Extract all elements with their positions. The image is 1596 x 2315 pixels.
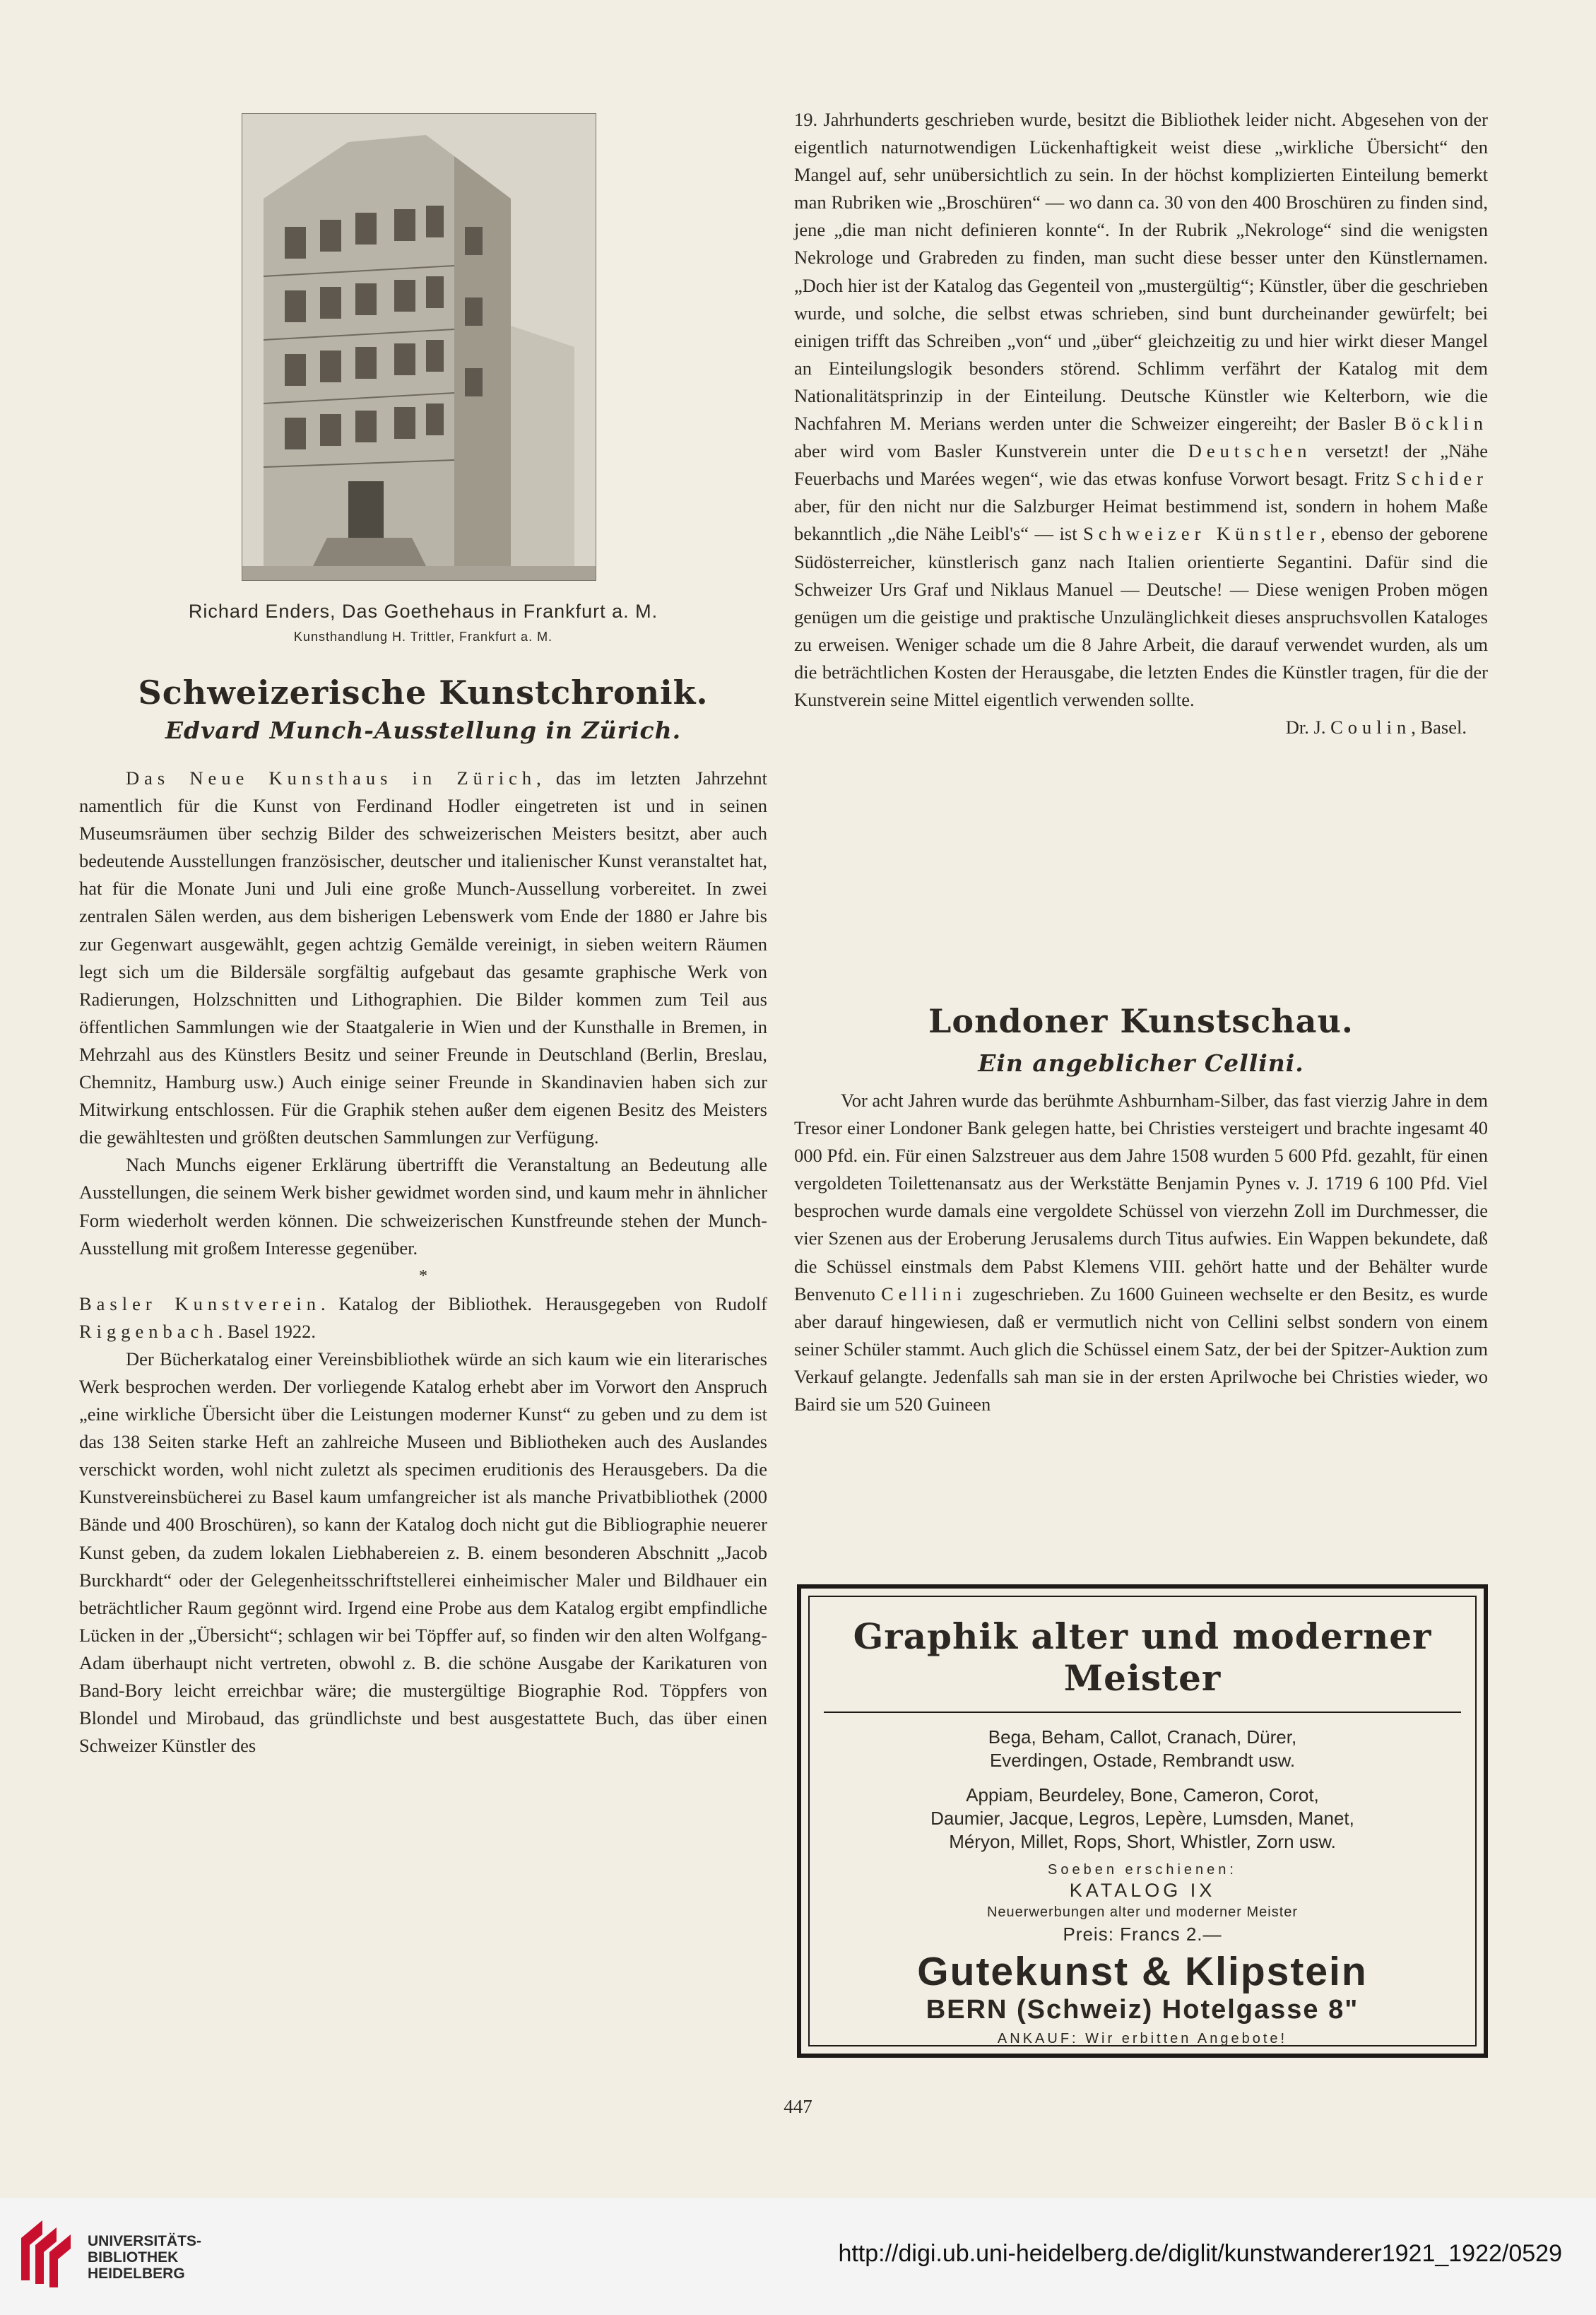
review-text-c: versetzt! der „Nähe Feuerbachs und Marées wegen“, wie das etwas konfuse Vorwort besagt. Fritz bbox=[794, 440, 1488, 490]
ad-names-line-3: Appiam, Beurdeley, Bone, Cameron, Corot, bbox=[966, 1784, 1319, 1806]
page-number: 447 bbox=[784, 2096, 812, 2117]
etching-illustration bbox=[242, 114, 596, 580]
article1-subtitle: Edvard Munch-Ausstellung in Zürich. bbox=[165, 716, 682, 744]
review-head-editor: Riggenbach bbox=[79, 1320, 218, 1342]
phrase-schweizer-kuenstler: Schweizer Künstler bbox=[1083, 523, 1321, 545]
article1-paragraph-2: Nach Munchs eigener Erklärung übertrifft die Veranstaltung an Bedeutung alle Ausstellungen, die seinem Werk bisher gewidmet worden sind, und kaum mehr in ähnlicher Form wiederholt werden können. Die schweizerischen Kunstfreunde stehen der Munch-Ausstellung mit großem Interesse gegenüber. bbox=[79, 1154, 767, 1259]
library-name bbox=[88, 2233, 201, 2282]
university-library-logo-icon bbox=[14, 2213, 78, 2291]
name-schider: Schider bbox=[1396, 468, 1488, 490]
ad-neuerwerbungen: Neuerwerbungen alter und moderner Meister bbox=[986, 1904, 1299, 1920]
review-head-text: . Katalog der Bibliothek. Herausgegeben von Rudolf bbox=[320, 1292, 767, 1314]
ad-old-masters bbox=[810, 1726, 1475, 1772]
article1-body-left bbox=[79, 765, 767, 1760]
ad-address: BERN (Schweiz) Hotelgasse 8" bbox=[926, 1995, 1359, 2025]
review-text-b: aber wird vom Basler Kunstverein unter die bbox=[794, 440, 1188, 462]
ad-names-line-4: Daumier, Jacque, Legros, Lepère, Lumsden, Manet, bbox=[930, 1808, 1354, 1829]
library-name-line-1: UNIVERSITÄTS- bbox=[88, 2233, 202, 2249]
article2-subtitle: Ein angeblicher Cellini. bbox=[978, 1049, 1304, 1077]
review-text-e: , ebenso der geborene Südösterreicher, künstlerisch ganz nach Italien orientierte Segantini. Dafür sind die Schweizer Urs Graf und Niklaus Manuel — Deutsche! — Diese wenigen Proben mögen genügen um die geistige und praktische Unzulänglichkeit dieses anspruchsvollen Kataloges zu erweisen. Weniger schade um die 8 Jahre Arbeit, die darauf verwendet wurden, als um die beträchtlichen Kosten der Herausgabe, die letzten Endes die Künstler tragen, für die der Kunstverein seine Mittel eigentlich verwenden sollte. bbox=[794, 523, 1489, 710]
ad-price: Preis: Francs 2.— bbox=[1063, 1924, 1222, 1945]
word-deutschen: Deutschen bbox=[1188, 440, 1312, 462]
name-boecklin: Böcklin bbox=[1394, 413, 1488, 435]
advertisement-inner bbox=[808, 1596, 1477, 2046]
goethehaus-etching bbox=[242, 113, 596, 581]
digitization-footer bbox=[0, 2198, 1596, 2315]
figure-caption bbox=[79, 601, 767, 644]
advertisement-box bbox=[797, 1584, 1488, 2058]
review-paragraph-2 bbox=[794, 106, 1488, 714]
article1-title: Schweizerische Kunstchronik. bbox=[138, 673, 709, 712]
review-signature bbox=[794, 714, 1467, 741]
article1-p1-spaced: Das Neue Kunsthaus in Zürich bbox=[126, 767, 537, 789]
article2-body bbox=[794, 1087, 1488, 1418]
article1-heading-block bbox=[79, 675, 767, 744]
review-heading bbox=[79, 1290, 767, 1345]
article2-paragraph-1 bbox=[794, 1087, 1488, 1418]
article2-title: Londoner Kunstschau. bbox=[928, 1002, 1354, 1040]
signature-prefix: Dr. J. bbox=[1285, 717, 1331, 738]
section-separator: * bbox=[419, 1266, 427, 1285]
review-text-a: 19. Jahrhunderts geschrieben wurde, besitzt die Bibliothek leider nicht. Abgesehen von der eigentlich naturnotwendigen Lückenhaftigkeit weist diese „wirkliche Übersicht“ den Mangel auf, sehr unübersichtlich zu sein. In der höchst komplizierten Einteilung bemerkt man Rubriken wie „Broschüren“ — wo dann ca. 30 von den 400 Broschüren zu finden sind, jene „die man nicht definieren konnte“. In der Rubrik „Nekrologe“ sind die wenigsten Nekrologe und Grabreden zu finden, man sucht diese besser unter den Künstlernamen. „Doch hier ist der Katalog das Gegenteil von „mustergültig“; Künstler, über die geschrieben wurde, und solche, die selbst etwas schrieben, sind bunt durcheinander gewürfelt; bei einigen trifft das Schreiben „von“ und „über“ gleichzeitig zu und hier wirkt dieser Mangel an Einteilungslogik besonders störend. Schlimm verfährt der Katalog mit dem Nationalitätsprinzip in der Einteilung. Deutsche Künstler wie Kelterborn, wie die Nachfahren M. Merians werden unter die Schweizer eingereiht; der Basler bbox=[794, 109, 1488, 435]
name-cellini: Cellini bbox=[881, 1283, 967, 1304]
ad-firm-name: Gutekunst & Klipstein bbox=[917, 1949, 1368, 1994]
ad-names-line-2: Everdingen, Ostade, Rembrandt usw. bbox=[989, 1750, 1296, 1771]
article2-text-a: Vor acht Jahren wurde das berühmte Ashburnham-Silber, das fast vierzig Jahre in dem Tresor einer Londoner Bank gelegen hatte, bei Christies versteigert und brachte ingesamt 40 000 Pfd. ein. Für einen Salzstreuer aus dem Jahre 1508 wurden 5 600 Pfd. gezahlt, für einen vergoldeten Toilettenansatz aus der Werkstätte Benjamin Pynes v. J. 1719 6 100 Pfd. Viel besprochen wurde damals eine vergoldete Schüssel von vierzehn Zoll im Durchmesser, die vier Szenen aus der Eroberung Jerusalems durch Titus aufwies. Ein Wappen bekundete, daß die Schüssel einstmals dem Pabst Klemens VIII. gehört hatte und der Behälter wurde Benvenuto bbox=[794, 1090, 1488, 1304]
ad-names-line-1: Bega, Beham, Callot, Cranach, Dürer, bbox=[988, 1726, 1297, 1748]
source-url[interactable]: http://digi.ub.uni-heidelberg.de/diglit/kunstwanderer1921_1922/0529 bbox=[838, 2240, 1562, 2267]
signature-suffix: , Basel. bbox=[1411, 717, 1467, 738]
review-continued bbox=[794, 106, 1488, 741]
ad-modern-masters bbox=[810, 1784, 1475, 1854]
ad-names-line-5: Méryon, Millet, Rops, Short, Whistler, Zorn usw. bbox=[949, 1831, 1336, 1852]
caption-credit: Kunsthandlung H. Trittler, Frankfurt a. M. bbox=[293, 630, 553, 644]
library-name-line-3: HEIDELBERG bbox=[88, 2266, 185, 2282]
ad-ankauf: ANKAUF: Wir erbitten Angebote! bbox=[997, 2031, 1288, 2046]
article2-text-b: zugeschrieben. Zu 1600 Guineen wechselte er den Besitz, es wurde aber darauf hingewiesen, daß er vermutlich nicht von Cellini selbst sondern von einem seiner Schüler stammt. Auch glich die Schüssel einem Satz, der bei der Spitzer-Auktion zum Verkauf gelangte. Jedenfalls sah man sie in der ersten Aprilwoche bei Christies wieder, wo Baird sie um 520 Guineen bbox=[794, 1283, 1488, 1415]
signature-name: Coulin bbox=[1330, 717, 1412, 738]
ad-soeben: Soeben erschienen: bbox=[1048, 1862, 1237, 1878]
caption-title: Richard Enders, Das Goethehaus in Frankfurt a. M. bbox=[188, 601, 658, 622]
review-paragraph-1: Der Bücherkatalog einer Vereinsbibliothek würde an sich kaum wie ein literarisches Werk besprochen werden. Der vorliegende Katalog erhebt aber im Vorwort den Anspruch „eine wirkliche Übersicht über die Leistungen moderner Kunst“ zu geben und zu dem ist das 138 Seiten starke Heft an zahlreiche Museen und Bibliotheken auch des Auslandes verschickt worden, wohl nicht zuletzt als specimen eruditionis des Herausgebers. Da die Kunstvereinsbücherei zu Basel kaum umfangreicher ist als manche Privatbibliothek (2000 Bände und 400 Broschüren), so kann der Katalog doch nicht gut die Bibliographie neuerer Kunst geben, da zudem lokalen Liebhabereien z. B. einem besonderen Abschnitt „Jacob Burckhardt“ oder der Gelegenheitsschriftstellerei einheimischer Maler und Bildhauer ein beträchtlicher Raum gegönnt wird. Irgend eine Probe aus dem Katalog ergibt empfindliche Lücken in der „Übersicht“; schlagen wir bei Töpffer auf, so finden wir den alten Wolfgang-Adam überhaupt nicht vertreten, obwohl z. B. die schöne Ausgabe der Karikaturen von Band-Bory leicht erreichbar wäre; die mustergültige Biographie Rod. Töppfers von Blondel und Mirobaud, das gründlichste und best ausgestattete Buch, das über einen Schweizer Künstler des bbox=[79, 1348, 767, 1757]
ad-title: Graphik alter und moderner Meister bbox=[824, 1615, 1461, 1713]
article1-paragraph-1 bbox=[79, 765, 767, 1151]
ad-katalog: KATALOG IX bbox=[1069, 1880, 1216, 1901]
review-text-d: aber, für den nicht nur die Salzburger Heimat bestimmend ist, sondern in hohem Maße bekanntlich „die Nähe Leibl's“ — ist bbox=[794, 495, 1488, 545]
review-head-spaced: Basler Kunstverein bbox=[79, 1292, 321, 1314]
article2-heading-block bbox=[794, 1003, 1488, 1077]
article1-p1-text: , das im letzten Jahrzehnt namentlich für die Kunst von Ferdinand Hodler eingetreten ist und in seinen Museumsräumen über sechzig Bilder des schweizerischen Meisters besitzt, aber auch bedeutende Ausstellungen französischer, deutscher und italienischer Kunst veranstaltet hat, hat für die Monate Juni und Juli eine große Munch-Aussellung vorbereitet. In zwei zentralen Sälen werden, aus dem bisherigen Lebenswerk vom Ende der 1880 er Jahre bis zur Gegenwart ausgewählt, gegen achtzig Gemälde vereinigt, in sieben weitern Räumen legt sich um die Bildersäle sorgfältig aufgebaut das gesamte graphische Werk von Radierungen, Holzschnitten und Lithographien. Die Bilder kommen zum Teil aus öffentlichen Sammlungen wie der Staatgalerie in Wien und der Kunsthalle in Bremen, in Mehrzahl aus des Künstlers Besitz und seiner Freunde in Deutschland (Berlin, Breslau, Chemnitz, Hamburg usw.) Auch einige seiner Freunde in Skandinavien haben sich zur Mitwirkung entschlossen. Für die Graphik stehen außer dem eigenen Besitz des Meisters die gewähltesten und größten deutschen Sammlungen zur Verfügung. bbox=[79, 767, 767, 1148]
review-head-end: . Basel 1922. bbox=[218, 1320, 316, 1342]
library-name-line-2: BIBLIOTHEK bbox=[88, 2249, 179, 2266]
